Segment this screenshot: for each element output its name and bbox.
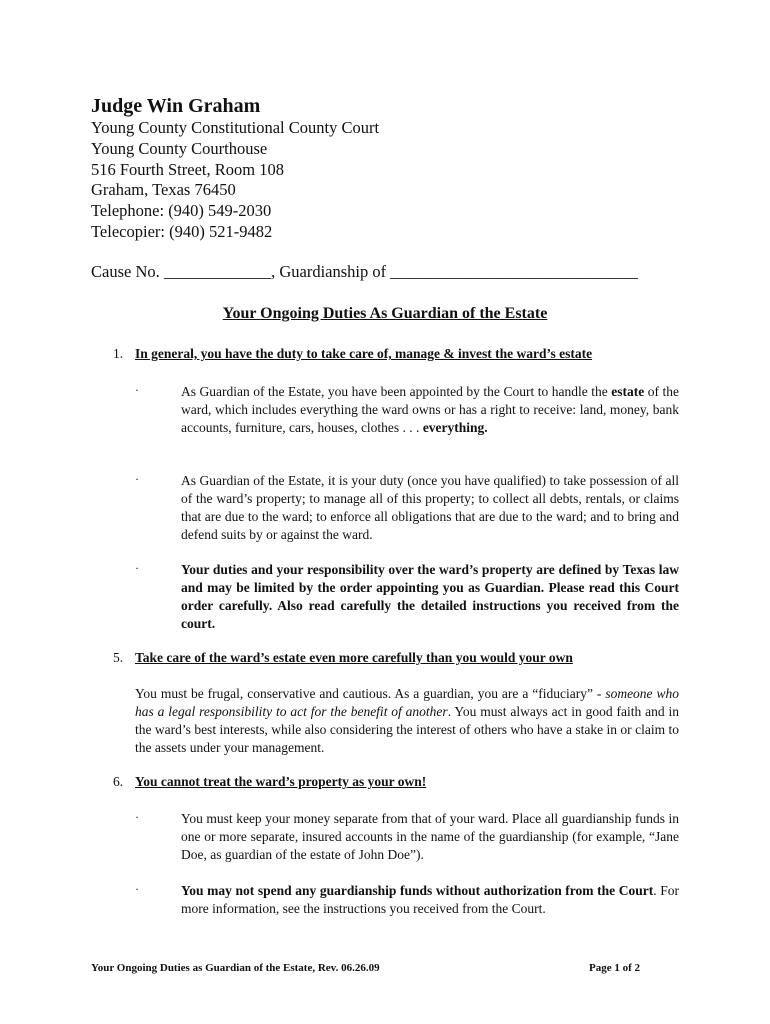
paragraph-text: You must be frugal, conservative and cautious. As a guardian, you are a “fiduciary” - [135,686,606,701]
list-item [181,383,679,437]
section-title: Take care of the ward’s estate even more carefully than you would your own [135,650,573,665]
court-name: Young County Constitutional County Court [91,118,380,137]
emphasis-text: You may not spend any guardianship funds without authorization from the Court [181,883,654,898]
bullet-marker: · [135,810,139,824]
section-title: You cannot treat the ward’s property as your own! [135,774,427,789]
section-heading [113,650,573,666]
bullet-marker: · [135,383,139,397]
telecopier: Telecopier: (940) 521-9482 [91,221,273,241]
cause-line: Cause No. _____________, Guardianship of ______________________________ [91,262,638,281]
section-number: 1. [113,346,124,361]
judge-name: Judge Win Graham [91,95,261,117]
list-item: You must keep your money separate from that of your ward. Place all guardianship funds in one or more separate, insured accounts in the name of the guardianship (for example, “Jane Doe, as guardian of the estate of John Doe”). [181,811,679,862]
street-address: 516 Fourth Street, Room 108 [91,159,284,179]
page-title: Your Ongoing Duties As Guardian of the Estate [222,305,548,322]
section-number: 6. [113,774,124,789]
list-item: As Guardian of the Estate, it is your duty (once you have qualified) to take possession of all of the ward’s property; to manage all of this property; to collect all debts, rentals, or claims that are due to the ward; to enforce all obligations that are due to the ward; and to bring and defend suits by or against the ward. [181,473,679,542]
section-heading [113,774,427,790]
list-item: Your duties and your responsibility over the ward’s property are defined by Texas law and may be limited by the order appointing you as Guardian. Please read this Court order carefully. Also read carefully the detailed instructions you received from the court. [181,562,679,631]
bullet-marker: · [135,882,139,896]
list-item [181,882,679,918]
bullet-marker: · [135,561,139,575]
bullet-marker: · [135,472,139,486]
paragraph-text: As Guardian of the Estate, you have been appointed by the Court to handle the [181,384,612,399]
paragraph-text: . For more information, see the instructions you received from the Court. [181,883,679,916]
letterhead [91,94,379,243]
paragraph-text: of the ward, which includes everything the ward owns or has a right to receive: land, money, bank accounts, furniture, cars, houses, clothes . . . [181,384,679,435]
page-number: Page 1 of 2 [589,962,641,974]
footer-title: Your Ongoing Duties as Guardian of the Estate, Rev. 06.26.09 [91,962,380,974]
emphasis-text: everything. [422,420,488,435]
courthouse-name: Young County Courthouse [91,138,268,158]
paragraph [135,685,679,757]
emphasis-text: estate [611,384,645,399]
italic-text: someone who has a legal responsibility to act for the benefit of another [135,686,679,719]
city-state-zip: Graham, Texas 76450 [91,180,236,200]
section-number: 5. [113,650,124,665]
section-title: In general, you have the duty to take care of, manage & invest the ward’s estate [135,346,593,361]
telephone: Telephone: (940) 549-2030 [91,201,272,221]
section-heading [113,346,593,362]
paragraph-text: . You must always act in good faith and in the ward’s best interests, while also considering the interest of others who have a stake in or claim to the assets under your management. [135,704,680,755]
